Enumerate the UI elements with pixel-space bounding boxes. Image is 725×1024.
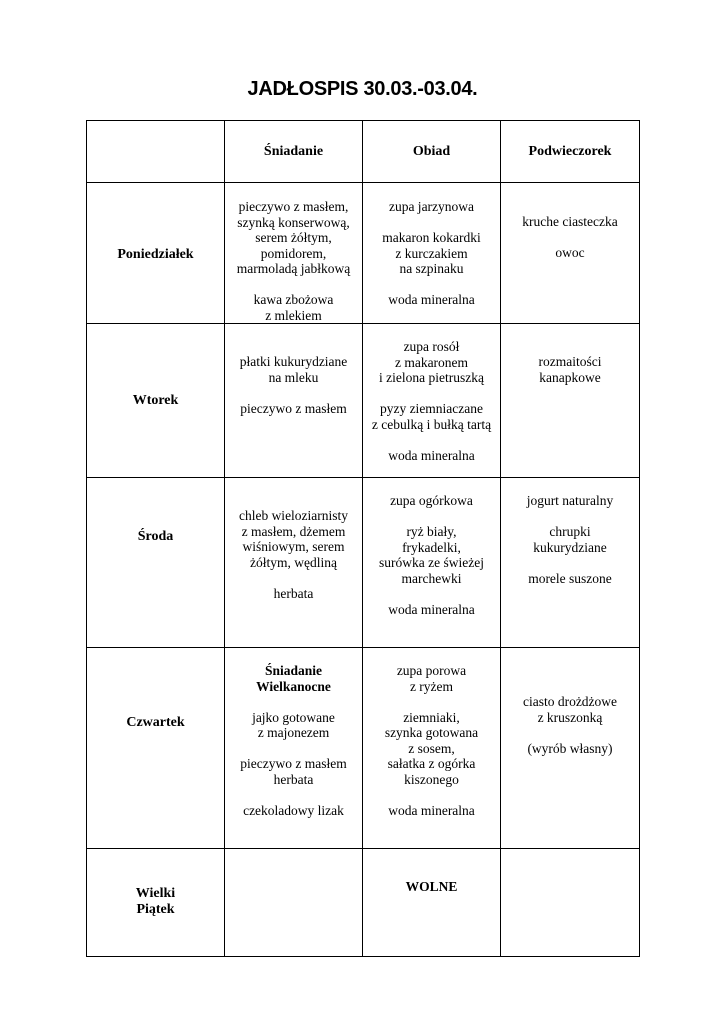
cell-line: zupa porowa: [396, 663, 467, 678]
snack-cell: [501, 324, 640, 478]
cell-line: [365, 215, 498, 231]
cell-line: płatki kukurydziane: [239, 354, 348, 369]
cell-line: [365, 586, 498, 602]
cell-line: woda mineralna: [388, 292, 475, 307]
snack-cell: [501, 183, 640, 324]
cell-line: [365, 386, 498, 402]
cell-line: z cebulką i bułką tartą: [371, 416, 492, 432]
cell-line: Wtorek: [132, 392, 179, 408]
cell-line: marchewki: [401, 570, 462, 586]
cell-line: czekoladowy lizak: [243, 802, 344, 818]
cell-line: WOLNE: [405, 879, 458, 894]
cell-line: woda mineralna: [388, 601, 475, 617]
cell-line: kruche ciasteczka: [522, 214, 618, 229]
day-name-cell: [87, 183, 225, 324]
cell-line: żółtym, wędliną: [250, 554, 337, 570]
cell-line: jogurt naturalny: [526, 493, 614, 508]
cell-line: kiszonego: [404, 771, 459, 787]
cell-line: frykadelki,: [402, 539, 461, 555]
snack-cell: [501, 648, 640, 849]
day-name-cell: [87, 648, 225, 849]
cell-line: surówka ze świeżej: [379, 555, 484, 570]
breakfast-cell: [225, 849, 363, 957]
day-row-tuesday: [87, 324, 640, 478]
snack-cell: [501, 849, 640, 957]
cell-line: kukurydziane: [533, 539, 607, 555]
lunch-cell: [363, 183, 501, 324]
cell-line: szynka gotowana: [384, 725, 479, 740]
cell-line: kanapkowe: [539, 369, 601, 385]
header-empty-cell: [87, 121, 225, 183]
cell-line: zupa ogórkowa: [390, 493, 473, 508]
day-row-wednesday: [87, 478, 640, 648]
cell-line: Wielkanocne: [256, 678, 331, 694]
cell-line: woda mineralna: [388, 447, 475, 463]
cell-line: [503, 509, 637, 525]
page-title: JADŁOSPIS 30.03.-03.04.: [247, 78, 478, 100]
cell-line: [227, 694, 360, 710]
cell-line: makaron kokardki: [382, 230, 481, 245]
cell-line: kawa zbożowa: [253, 292, 334, 307]
breakfast-cell: [225, 324, 363, 478]
cell-line: [503, 725, 637, 741]
cell-line: z masłem, dżemem: [241, 523, 346, 539]
menu-table: [86, 120, 640, 957]
cell-line: Wielki: [135, 886, 176, 901]
cell-line: pieczywo z masłem,: [238, 199, 349, 214]
cell-line: [365, 277, 498, 293]
header-breakfast: Śniadanie: [225, 121, 363, 183]
cell-line: Czwartek: [126, 715, 185, 731]
cell-line: herbata: [273, 585, 314, 601]
cell-line: (wyrób własny): [527, 740, 613, 756]
day-name-cell: [87, 849, 225, 957]
day-row-good-friday: [87, 849, 640, 957]
lunch-cell: [363, 324, 501, 478]
cell-line: pieczywo z masłem: [240, 400, 347, 416]
cell-line: serem żółtym,: [255, 230, 332, 245]
cell-line: [227, 741, 360, 757]
cell-line: owoc: [555, 245, 585, 260]
breakfast-cell: [225, 648, 363, 849]
day-row-monday: [87, 183, 640, 324]
cell-line: herbata: [273, 771, 314, 787]
cell-line: [365, 509, 498, 525]
header-row: [87, 121, 640, 183]
cell-line: na mleku: [268, 369, 319, 385]
cell-line: [365, 787, 498, 803]
breakfast-special-title: [227, 663, 360, 694]
breakfast-cell: [225, 478, 363, 648]
cell-line: z majonezem: [257, 725, 330, 740]
day-name-cell: [87, 324, 225, 478]
cell-line: Poniedziałek: [117, 247, 194, 263]
cell-line: [365, 432, 498, 448]
cell-line: zupa jarzynowa: [388, 199, 475, 214]
cell-line: chleb wieloziarnisty: [238, 508, 349, 523]
breakfast-cell: [225, 183, 363, 324]
cell-line: [503, 230, 637, 246]
cell-line: z mlekiem: [265, 307, 322, 323]
cell-line: i zielona pietruszką: [379, 370, 484, 385]
cell-line: szynką konserwową,: [237, 214, 350, 230]
day-name-cell: [87, 478, 225, 648]
cell-line: jajko gotowane: [252, 709, 335, 725]
cell-line: ziemniaki,: [403, 709, 460, 725]
header-lunch: Obiad: [363, 121, 501, 183]
day-row-thursday: [87, 648, 640, 849]
cell-line: z kurczakiem: [395, 245, 468, 261]
cell-line: z sosem,: [408, 740, 455, 756]
cell-line: z kruszonką: [537, 709, 603, 725]
cell-line: [503, 555, 637, 571]
cell-line: z ryżem: [409, 678, 454, 694]
cell-line: pomidorem,: [260, 245, 327, 261]
cell-line: Piątek: [136, 901, 175, 917]
cell-line: Śniadanie: [264, 663, 323, 678]
cell-line: wiśniowym, serem: [242, 539, 345, 554]
lunch-cell: [363, 478, 501, 648]
cell-line: marmoladą jabłkową: [236, 261, 351, 276]
breakfast-items: [227, 694, 360, 818]
cell-line: rozmaitości: [538, 354, 602, 369]
lunch-cell: [363, 648, 501, 849]
cell-line: [227, 570, 360, 586]
cell-line: [227, 787, 360, 803]
lunch-cell-closed: [363, 849, 501, 957]
header-snack: Podwieczorek: [501, 121, 640, 183]
cell-line: na szpinaku: [399, 261, 464, 276]
cell-line: z makaronem: [394, 354, 469, 370]
snack-cell: [501, 478, 640, 648]
cell-line: Środa: [137, 528, 174, 544]
cell-line: [227, 277, 360, 293]
cell-line: ryż biały,: [406, 524, 457, 539]
cell-line: [227, 385, 360, 401]
cell-line: morele suszone: [528, 570, 612, 586]
cell-line: pyzy ziemniaczane: [379, 401, 484, 416]
cell-line: woda mineralna: [388, 802, 475, 818]
cell-line: [365, 694, 498, 710]
cell-line: zupa rosół: [403, 339, 460, 354]
cell-line: chrupki: [549, 524, 591, 539]
cell-line: ciasto drożdżowe: [522, 694, 618, 709]
cell-line: sałatka z ogórka: [387, 756, 476, 771]
cell-line: pieczywo z masłem: [240, 756, 347, 771]
